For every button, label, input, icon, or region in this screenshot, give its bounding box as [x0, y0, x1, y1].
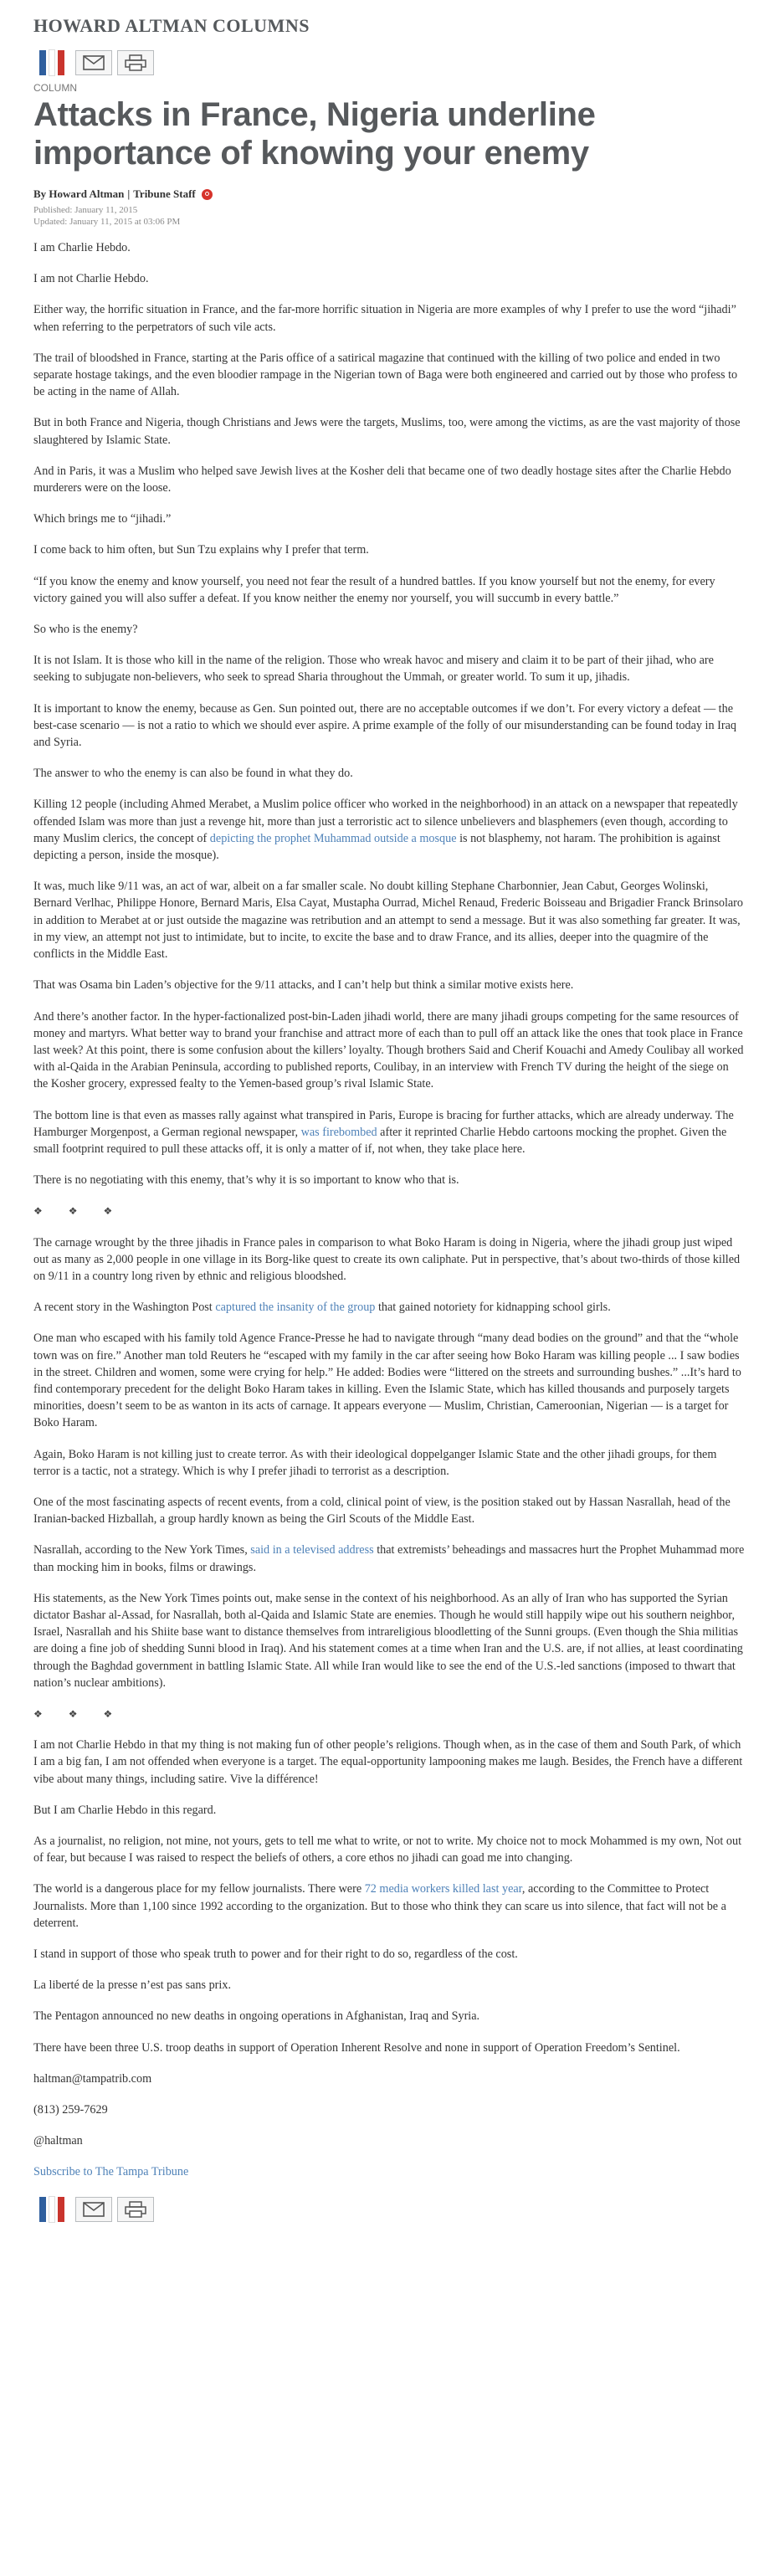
share-toolbar-bottom [33, 2195, 745, 2224]
author-phone: (813) 259-7629 [33, 2103, 108, 2117]
paragraph: His statements, as the New York Times points out, make sense in the context of his neighborhood. As an ally of Iran who has supported the Syrian dictator Bashar al-Assad, for Nasrallah, both al-Qaida and Islamic State are enemies. Though he would still happily wipe out his southern neighbor, Israel, Nasrallah and his Shiite base want to distance themselves from intrareligious bloodletting of the Sunni groups. (Even though the Shia militias are doing a fine job of shedding Sunni blood in Iraq). And his statement comes at a time when Iran and the U.S. are, if not allies, at least coordinating through the Baghdad government in battling Islamic State. All while Iran would like to see the end of the U.S.-led sanctions (imposed to thwart that nation’s nuclear ambitions). [33, 1591, 743, 1690]
author-email: haltman@tampatrib.com [33, 2071, 152, 2086]
paragraph-text: The bottom line is that even as masses rally against what transpired in Paris, Europe is bracing for further attacks, which are already underway. The Hamburger Morgenpost, a German regional newspaper, [33, 1108, 734, 1139]
paragraph: There is no negotiating with this enemy, that’s why it is so important to know who that is. [33, 1173, 459, 1188]
paragraph [33, 1542, 745, 1575]
paragraph: And there’s another factor. In the hyper-factionalized post-bin-Laden jihadi world, there are many jihadi groups competing for the same resources of money and martyrs. What better way to brand your franchise and attract more of each than to pull off an attack like the ones that took place in France last week? At this point, there is some confusion about the killers’ loyalty. Though brothers Said and Cherif Kouachi and Amedy Coulibay all worked with al-Qaida in the Arabian Peninsula, according to published reports, Coulibay, in an interview with French TV during the height of the siege on the Kosher grocery, expressed fealty to the Yemen-based group’s rival Islamic State. [33, 1009, 744, 1091]
updated-date: Updated: January 11, 2015 at 03:06 PM [33, 217, 181, 227]
paragraph: The answer to who the enemy is can also be found in what they do. [33, 767, 353, 781]
paragraph-text: Killing 12 people (including Ahmed Merabet, a Muslim police officer who worked in the neighborhood) in an attack on a newspaper that repeatedly offended Islam was more than just a revenge hit, more than just a terroristic act to silence unbelievers and blasphemers (even though, according to many Muslim clerics, the concept of [33, 798, 738, 845]
firebombed-link[interactable]: was firebombed [300, 1125, 377, 1139]
depicting-prophet-link[interactable]: depicting the prophet Muhammad outside a mosque [209, 831, 457, 845]
article-kicker: COLUMN [33, 82, 78, 94]
byline-separator: | [127, 187, 131, 200]
print-icon [125, 54, 146, 71]
paragraph [33, 1299, 745, 1316]
section-title: HOWARD ALTMAN COLUMNS [33, 15, 310, 36]
quote-paragraph: “If you know the enemy and know yourself, you need not fear the result of a hundred battles. If you know yourself but not the enemy, for every victory gained you will also suffer a defeat. If you know neither the enemy nor yourself, you will succumb in every battle.” [33, 574, 715, 605]
email-button[interactable] [75, 50, 112, 75]
paragraph-text: A recent story in the Washington Post [33, 1301, 216, 1315]
published-date: Published: January 11, 2015 [33, 205, 138, 215]
paragraph: Either way, the horrific situation in France, and the far-more horrific situation in Nigeria are more examples of why I prefer to use the word “jihadi” when referring to the perpetrators of such vile acts. [33, 303, 736, 334]
author-profile-icon[interactable] [202, 189, 213, 200]
section-divider: ❖ ❖ ❖ [33, 1708, 125, 1720]
paragraph-text: The world is a dangerous place for my fellow journalists. There were [33, 1882, 365, 1896]
email-icon [83, 2202, 105, 2217]
washington-post-link[interactable]: captured the insanity of the group [215, 1301, 376, 1315]
flag-icon-white-bar [49, 49, 55, 76]
print-button[interactable] [117, 50, 154, 75]
byline [33, 187, 745, 201]
byline-author[interactable]: By Howard Altman [33, 187, 125, 200]
paragraph: The carnage wrought by the three jihadis in France pales in comparison to what Boko Haram is doing in Nigeria, where the jihadi group just wiped out as many as 2,000 people in one village in its Borg-like quest to create its own caliphate. Put in perspective, that’s about two-thirds of those killed on 9/11 in a country long riven by ethnic and religious bloodshed. [33, 1235, 741, 1283]
media-workers-killed-link[interactable]: 72 media workers killed last year [364, 1882, 522, 1896]
article-headline: Attacks in France, Nigeria underline importance of knowing your enemy [33, 96, 596, 172]
televised-address-link[interactable]: said in a televised address [250, 1543, 374, 1557]
flag-icon-white-bar [49, 2196, 55, 2223]
paragraph: The Pentagon announced no new deaths in ongoing operations in Afghanistan, Iraq and Syria. [33, 2009, 480, 2024]
paragraph: So who is the enemy? [33, 623, 138, 637]
paragraph: One man who escaped with his family told Agence France-Presse he had to navigate through “many dead bodies on the ground” and that the “whole town was on fire.” Another man told Reuters he “escaped with my family in the car after seeing how Boko Haram was killing people ... I saw bodies in the street. Children and women, some were crying for help.” He added: Bodies were “littered on the streets and surrounding bushes.” ...It’s hard to find contemporary precedent for the delight Boko Haram takes in killing. Even the Islamic State, which has killed thousands and purposely targets minorities, doesn’t seem to be as wanton in its acts of carnage. It appears everyone — Muslim, Christian, Cameroonian, Nigerian — is a target for Boko Haram. [33, 1332, 741, 1430]
paragraph [33, 1107, 745, 1158]
paragraph: I stand in support of those who speak truth to power and for their right to do so, regardless of the cost. [33, 1947, 518, 1962]
paragraph: I am Charlie Hebdo. [33, 241, 131, 254]
paragraph: But I am Charlie Hebdo in this regard. [33, 1803, 217, 1817]
flag-button[interactable] [33, 2197, 70, 2222]
byline-outlet: Tribune Staff [133, 187, 196, 200]
flag-button[interactable] [33, 50, 70, 75]
flag-icon [39, 2197, 46, 2222]
paragraph-text: , according to the Committee to Protect Journalists. More than 1,100 since 1992 according to the organization. But to those who think they can scare us into silence, that fact will not be a deterrent. [33, 1882, 726, 1930]
paragraph-text: that extremists’ beheadings and massacres hurt the Prophet Muhammad more than mocking him in books, films or drawings. [33, 1543, 745, 1574]
paragraph: There have been three U.S. troop deaths in support of Operation Inherent Resolve and none in support of Operation Freedom’s Sentinel. [33, 2040, 680, 2055]
subscribe-link[interactable]: Subscribe to The Tampa Tribune [33, 2165, 189, 2179]
subscribe-paragraph [33, 2163, 745, 2180]
share-toolbar-top [33, 49, 745, 77]
flag-icon [39, 50, 46, 75]
article-container [33, 15, 745, 2224]
paragraph [33, 796, 745, 864]
paragraph-text: that gained notoriety for kidnapping school girls. [375, 1301, 611, 1315]
section-divider: ❖ ❖ ❖ [33, 1205, 125, 1218]
paragraph: I am not Charlie Hebdo in that my thing is not making fun of other people’s religions. Though when, as in the case of them and South Park, of which I am a big fan, I am not offended when everyone is a target. The equal-opportunity lampooning makes me laugh. Besides, the French have a different vibe about many things, including satire. Vive la différence! [33, 1738, 743, 1786]
paragraph: La liberté de la presse n’est pas sans prix. [33, 1978, 231, 1993]
paragraph: I come back to him often, but Sun Tzu explains why I prefer that term. [33, 543, 369, 557]
paragraph [33, 1881, 745, 1932]
paragraph: The trail of bloodshed in France, starting at the Paris office of a satirical magazine that continued with the killing of two police and ended in two separate hostage takings, and the even bloodier rampage in the Nigerian town of Baga were both engineered and carried out by those who profess to be acting in the name of Allah. [33, 351, 738, 399]
flag-icon-red-bar [58, 50, 64, 75]
paragraph: It is important to know the enemy, because as Gen. Sun pointed out, there are no acceptable outcomes if we don’t. For every victory a defeat — the best-case scenario — is not a ratio to which we should ever aspire. A prime example of the folly of our misunderstanding can be found today in Iraq and Syria. [33, 701, 736, 750]
print-button[interactable] [117, 2197, 154, 2222]
flag-icon-red-bar [58, 2197, 64, 2222]
paragraph: Again, Boko Haram is not killing just to create terror. As with their ideological doppelganger Islamic State and the other jihadi groups, for them terror is a tactic, not a strategy. Which is why I prefer jihadi to terrorist as a description. [33, 1447, 717, 1478]
paragraph: That was Osama bin Laden’s objective for the 9/11 attacks, and I can’t help but think a similar motive exists here. [33, 978, 574, 993]
paragraph-text: Nasrallah, according to the New York Times, [33, 1543, 251, 1557]
email-icon [83, 55, 105, 70]
paragraph: It was, much like 9/11 was, an act of war, albeit on a far smaller scale. No doubt killing Stephane Charbonnier, Jean Cabut, Georges Wolinski, Bernard Verlhac, Philippe Honore, Bernard Maris, Elsa Cayat, Mustapha Ourrad, Michel Renaud, Frederic Boisseau and Brigadier Franck Brinsolaro in addition to Merabet at or just outside the magazine was retribution and an attempt to send a message. But it was also something far greater. It was, in my view, an attempt not just to intimidate, but to incite, to excite the base and to draw France, and its allies, deeper into the quagmire of the conflicts in the Middle East. [33, 880, 743, 962]
email-button[interactable] [75, 2197, 112, 2222]
paragraph-text: is not blasphemy, not haram. The prohibition is against depicting a person, inside the mosque). [33, 831, 720, 863]
print-icon [125, 2201, 146, 2218]
paragraph: One of the most fascinating aspects of recent events, from a cold, clinical point of view, is the position staked out by Hassan Nasrallah, head of the Iranian-backed Hizballah, a group hardly known as being the Girl Scouts of the Middle East. [33, 1495, 731, 1527]
paragraph: It is not Islam. It is those who kill in the name of the religion. Those who wreak havoc and misery and claim it to be part of their jihad, who are seeking to subjugate non-believers, who seek to spread Sharia throughout the Ummah, or greater world. To sum it up, jihadis. [33, 654, 714, 685]
paragraph-text: after it reprinted Charlie Hebdo cartoons mocking the prophet. Given the small footprint required to pull these attacks off, it is only a matter of if, not when, they take place here. [33, 1125, 727, 1156]
author-handle: @haltman [33, 2134, 83, 2148]
paragraph: Which brings me to “jihadi.” [33, 512, 172, 526]
paragraph: As a journalist, no religion, not mine, not yours, gets to tell me what to write, or not to write. My choice not to mock Mohammed is my own, Not out of fear, but because I was raised to respect the beliefs of others, a core ethos no jihadi can goad me into changing. [33, 1835, 742, 1865]
paragraph: But in both France and Nigeria, though Christians and Jews were the targets, Muslims, too, were among the victims, as are the vast majority of those slaughtered by Islamic State. [33, 416, 741, 447]
paragraph: And in Paris, it was a Muslim who helped save Jewish lives at the Kosher deli that became one of two deadly hostage sites after the Charlie Hebdo murderers were on the loose. [33, 464, 731, 495]
article-body [33, 239, 745, 2181]
paragraph: I am not Charlie Hebdo. [33, 272, 149, 286]
